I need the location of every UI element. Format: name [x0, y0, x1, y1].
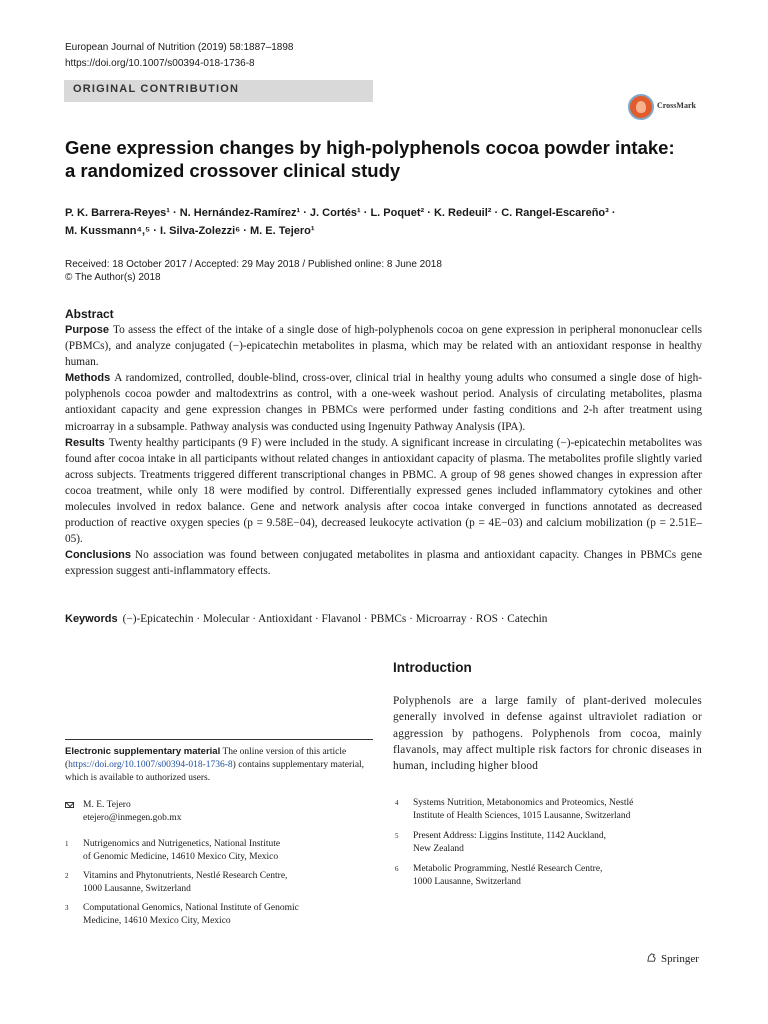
keywords — [65, 613, 705, 625]
affiliation-text — [413, 863, 602, 888]
abstract-results — [65, 435, 702, 548]
purpose-label: Purpose — [65, 324, 110, 336]
authors-line-2: M. Kussmann⁴,⁵ · I. Silva-Zolezzi⁶ · M. E. Tejero¹ — [65, 225, 315, 237]
affiliation-2 — [65, 870, 365, 896]
dates-line: Received: 18 October 2017 / Accepted: 29 May 2018 / Published online: 8 June 2018 — [65, 259, 442, 270]
affiliation-text — [413, 797, 633, 822]
affiliation-1 — [65, 838, 365, 864]
affiliation-line: 1000 Lausanne, Switzerland — [413, 876, 521, 887]
publication-dates — [65, 258, 442, 284]
affiliation-5 — [395, 830, 705, 856]
affiliation-6 — [395, 863, 705, 889]
affiliation-3 — [65, 902, 365, 928]
footnote-divider — [65, 739, 373, 740]
abstract-heading: Abstract — [65, 307, 114, 321]
affiliation-text — [83, 838, 280, 863]
publisher-footer — [646, 952, 699, 965]
affiliation-line: Medicine, 14610 Mexico City, Mexico — [83, 915, 231, 926]
supplementary-note — [65, 745, 365, 785]
affiliation-4 — [395, 797, 705, 823]
methods-label: Methods — [65, 372, 111, 385]
correspondence — [65, 799, 365, 825]
copyright-line: © The Author(s) 2018 — [65, 272, 161, 283]
affiliation-line: 1000 Lausanne, Switzerland — [83, 883, 191, 894]
introduction-heading: Introduction — [393, 660, 472, 675]
affiliation-number: 6 — [395, 865, 399, 873]
title-line-1: Gene expression changes by high-polyphenols cocoa powder intake: — [65, 137, 675, 158]
conclusions-text: No association was found between conjugated metabolites in plasma and antioxidant capacity. Changes in PBMCs gene expression suggest anti-inflammatory effects. — [65, 549, 702, 578]
results-text: Twenty healthy participants (9 F) were included in the study. A significant increase in circulating (−)-epicatechin metabolites was found after cocoa intake in all participants without related changes in antioxidant capacity of plasma. The metabolites profile slightly varied across subjects. Treatments triggered different transcriptional changes in PBMC. A group of 98 genes showed changes in expression after cocoa treatment, while only 18 were modified by control. Differentially expressed genes included inflammatory cytokines and other molecules involved in redox balance. Gene and network analysis after cocoa intake converged in functions annotated as decreased production of reactive oxygen species (p = 9.58E−04), decreased leukocyte activation (p = 4E−03) and calcium mobilization (p = 2.51E–05). — [65, 436, 702, 546]
journal-doi[interactable]: https://doi.org/10.1007/s00394-018-1736-8 — [65, 58, 255, 69]
affiliation-number: 1 — [65, 840, 69, 848]
abstract-purpose — [65, 322, 702, 370]
envelope-icon — [65, 802, 74, 808]
affiliation-line: Computational Genomics, National Institute of Genomic — [83, 903, 299, 913]
conclusions-label: Conclusions — [65, 549, 132, 562]
esm-label: Electronic supplementary material — [65, 746, 221, 757]
article-title — [65, 136, 705, 182]
affiliation-text — [413, 830, 606, 855]
springer-horse-icon — [646, 952, 657, 963]
esm-text-before: The online version of this article ( — [65, 747, 347, 770]
affiliation-line: Nutrigenomics and Nutrigenetics, National Institute — [83, 839, 281, 849]
crossmark-icon — [628, 94, 654, 120]
crossmark-label: CrossMark — [657, 101, 696, 110]
affiliation-line: Institute of Health Sciences, 1015 Lausanne, Switzerland — [413, 810, 631, 821]
affiliation-line: of Genomic Medicine, 14610 Mexico City, Mexico — [83, 851, 279, 862]
esm-link[interactable]: https://doi.org/10.1007/s00394-018-1736-8 — [68, 760, 233, 770]
affiliation-text — [83, 902, 299, 927]
keywords-label: Keywords — [65, 613, 118, 625]
abstract-methods — [65, 370, 702, 434]
affiliation-line: Metabolic Programming, Nestlé Research Centre, — [413, 864, 603, 874]
correspondence-name: M. E. Tejero — [83, 800, 131, 810]
affiliation-number: 4 — [395, 799, 399, 807]
introduction-text: Polyphenols are a large family of plant-derived molecules generally involved in defense against ultraviolet radiation or aggression by pathogens. Polyphenols from cocoa, mainly flavanols, may affect multiple risk factors for chronic diseases in human, including higher blood — [393, 695, 702, 773]
affiliation-line: New Zealand — [413, 843, 464, 854]
affiliation-number: 3 — [65, 904, 69, 912]
esm-text-after: ) contains supplementary material, which is available to authorized users. — [65, 760, 365, 783]
keywords-text: (−)-Epicatechin · Molecular · Antioxidant · Flavanol · PBMCs · Microarray · ROS · Catechin — [122, 613, 548, 625]
article-type-banner — [64, 80, 373, 102]
affiliation-number: 5 — [395, 832, 399, 840]
correspondence-email[interactable]: etejero@inmegen.gob.mx — [83, 812, 182, 823]
authors-line-1: P. K. Barrera-Reyes¹ · N. Hernández-Ramírez¹ · J. Cortés¹ · L. Poquet² · K. Redeuil² · C. Rangel-Escareño³ · — [65, 207, 616, 219]
affiliation-text — [83, 870, 287, 895]
abstract-body — [65, 322, 702, 580]
article-type-label: ORIGINAL CONTRIBUTION — [73, 83, 240, 95]
abstract-conclusions — [65, 547, 702, 579]
purpose-text: To assess the effect of the intake of a single dose of high-polyphenols cocoa on gene expression in peripheral mononuclear cells (PBMCs), and analyze conjugated (−)-epicatechin metabolites in plasma, which may be related with an antioxidant response in healthy human. — [65, 324, 702, 369]
affiliation-number: 2 — [65, 872, 69, 880]
author-list — [65, 204, 715, 240]
affiliation-line: Systems Nutrition, Metabonomics and Proteomics, Nestlé — [413, 798, 634, 808]
results-label: Results — [65, 436, 105, 449]
affiliation-line: Vitamins and Phytonutrients, Nestlé Research Centre, — [83, 871, 288, 881]
title-line-2: a randomized crossover clinical study — [65, 160, 401, 181]
journal-citation: European Journal of Nutrition (2019) 58:1887–1898 — [65, 42, 294, 53]
correspondence-body — [83, 799, 181, 824]
affiliation-line: Present Address: Liggins Institute, 1142 Auckland, — [413, 831, 607, 841]
methods-text: A randomized, controlled, double-blind, cross-over, clinical trial in healthy young adults who consumed a single dose of high-polyphenols cocoa powder and maltodextrins as control, with a one-week washout period. Analysis of circulating metabolites, plasma antioxidant capacity and gene expression changes in PBMCs were performed under fasting conditions and 2-h after treatment using microarray in a subsample. Pathway analysis was conducted using Ingenuity Pathway Analysis (IPA). — [65, 372, 702, 433]
crossmark-badge[interactable] — [628, 93, 708, 121]
journal-header — [65, 40, 294, 72]
publisher-name: Springer — [661, 953, 699, 965]
